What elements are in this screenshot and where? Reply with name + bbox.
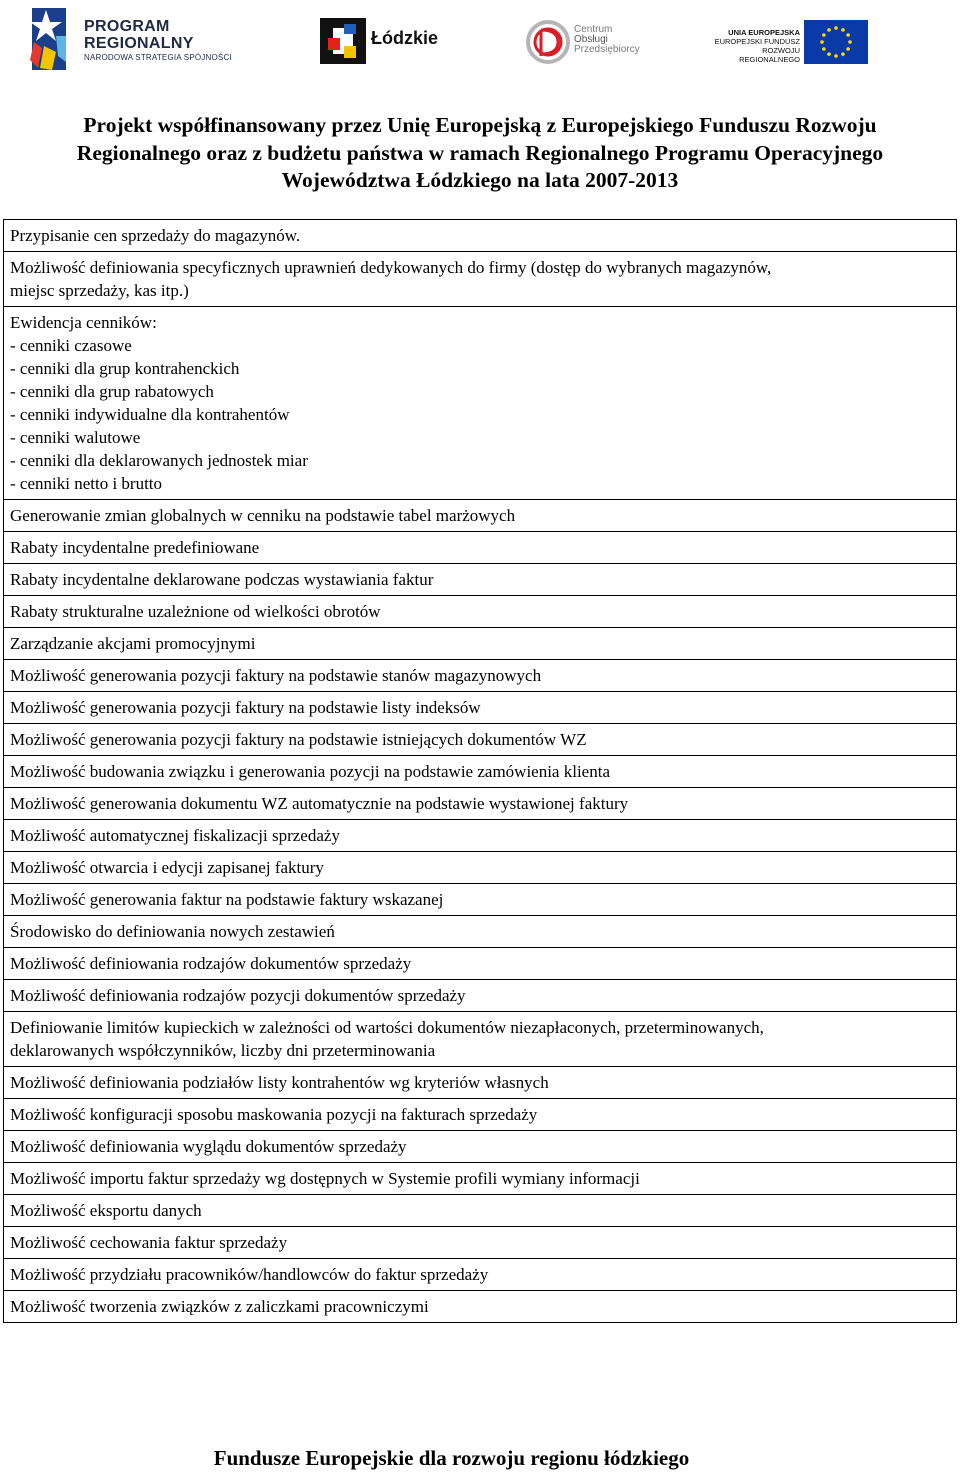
feature-cell	[4, 948, 957, 980]
table-row	[4, 596, 957, 628]
heading-line2: Regionalnego oraz z budżetu państwa w ramach Regionalnego Programu Operacyjnego	[76, 140, 884, 165]
cop-line1: Centrum	[574, 24, 613, 35]
feature-cell	[4, 1067, 957, 1099]
feature-text: Możliwość generowania pozycji faktury na podstawie istniejących dokumentów WZ	[10, 730, 587, 749]
feature-cell	[4, 756, 957, 788]
feature-text: Możliwość eksportu danych	[10, 1201, 202, 1220]
table-row	[4, 1259, 957, 1291]
feature-cell	[4, 252, 957, 307]
table-row	[4, 252, 957, 307]
eu-line3: ROZWOJU REGIONALNEGO	[739, 46, 800, 64]
feature-cell	[4, 1163, 957, 1195]
logo-strip	[0, 0, 960, 90]
feature-text: Możliwość generowania pozycji faktury na podstawie listy indeksów	[10, 698, 481, 717]
feature-text: Możliwość automatycznej fiskalizacji sprzedaży	[10, 826, 340, 845]
feature-text: Możliwość definiowania podziałów listy kontrahentów wg kryteriów własnych	[10, 1073, 549, 1092]
footer-text: Fundusze Europejskie dla rozwoju regionu łódzkiego	[213, 1446, 690, 1470]
table-row	[4, 660, 957, 692]
eu-line2: EUROPEJSKI FUNDUSZ	[714, 37, 800, 46]
pr-line3: NARODOWA STRATEGIA SPÓJNOŚCI	[84, 53, 232, 62]
table-row	[4, 820, 957, 852]
feature-text: Przypisanie cen sprzedaży do magazynów.	[10, 226, 301, 245]
feature-text: miejsc sprzedaży, kas itp.)	[10, 281, 189, 300]
heading-line3: Województwa Łódzkiego na lata 2007-2013	[281, 168, 679, 192]
cop-text	[574, 25, 640, 55]
table-row	[4, 1067, 957, 1099]
feature-text: Rabaty strukturalne uzależnione od wielkości obrotów	[10, 602, 381, 621]
table-row	[4, 564, 957, 596]
table-row	[4, 532, 957, 564]
feature-text: Definiowanie limitów kupieckich w zależności od wartości dokumentów niezapłaconych, przeterminowanych,	[10, 1018, 764, 1037]
feature-cell	[4, 788, 957, 820]
table-row	[4, 916, 957, 948]
feature-text: Możliwość generowania faktur na podstawie faktury wskazanej	[10, 890, 444, 909]
eu-star-icon	[827, 52, 831, 56]
table-row	[4, 1131, 957, 1163]
feature-cell	[4, 692, 957, 724]
cop-line3: Przedsiębiorcy	[574, 44, 640, 55]
feature-cell	[4, 500, 957, 532]
feature-text: Możliwość tworzenia związków z zaliczkami pracowniczymi	[10, 1297, 429, 1316]
feature-text: deklarowanych współczynników, liczby dni przeterminowania	[10, 1041, 436, 1060]
eu-star-icon	[846, 47, 850, 51]
feature-text: Rabaty incydentalne predefiniowane	[10, 538, 260, 557]
feature-cell	[4, 307, 957, 500]
feature-text: Możliwość przydziału pracowników/handlowców do faktur sprzedaży	[10, 1265, 489, 1284]
table-row	[4, 692, 957, 724]
eu-star-icon	[822, 47, 826, 51]
cop-emblem	[524, 18, 572, 66]
table-row	[4, 307, 957, 500]
feature-text: Ewidencja cenników:	[10, 313, 157, 332]
feature-text: Możliwość konfiguracji sposobu maskowania pozycji na fakturach sprzedaży	[10, 1105, 538, 1124]
table-row	[4, 1227, 957, 1259]
feature-text: Możliwość definiowania rodzajów dokumentów sprzedaży	[10, 954, 412, 973]
eu-line1: UNIA EUROPEJSKA	[728, 28, 800, 37]
feature-text: Możliwość budowania związku i generowania pozycji na podstawie zamówienia klienta	[10, 762, 610, 781]
feature-text: - cenniki dla grup rabatowych	[10, 382, 214, 401]
feature-cell	[4, 1012, 957, 1067]
table-row	[4, 724, 957, 756]
feature-cell	[4, 1227, 957, 1259]
feature-text: - cenniki netto i brutto	[10, 474, 163, 493]
table-row	[4, 220, 957, 252]
eu-star-icon	[834, 26, 838, 30]
feature-text: Rabaty incydentalne deklarowane podczas wystawiania faktur	[10, 570, 434, 589]
feature-text: Środowisko do definiowania nowych zestawień	[10, 922, 335, 941]
feature-cell	[4, 596, 957, 628]
feature-cell	[4, 660, 957, 692]
eu-star-icon	[841, 52, 845, 56]
feature-text: - cenniki indywidualne dla kontrahentów	[10, 405, 290, 424]
feature-text: Możliwość definiowania wyglądu dokumentów sprzedaży	[10, 1137, 407, 1156]
eu-text	[700, 28, 800, 64]
eu-star-icon	[827, 28, 831, 32]
table-row	[4, 1012, 957, 1067]
pr-line1: PROGRAM	[84, 18, 170, 35]
feature-cell	[4, 1131, 957, 1163]
table-row	[4, 980, 957, 1012]
feature-cell	[4, 564, 957, 596]
table-row	[4, 500, 957, 532]
feature-cell	[4, 1195, 957, 1227]
feature-table-body	[4, 220, 957, 1323]
program-regionalny-emblem	[26, 6, 82, 72]
eu-star-icon	[834, 54, 838, 58]
table-row	[4, 756, 957, 788]
table-row	[4, 948, 957, 980]
feature-cell	[4, 916, 957, 948]
pr-line2: REGIONALNY	[84, 35, 194, 52]
eu-star-icon	[820, 40, 824, 44]
feature-cell	[4, 884, 957, 916]
table-row	[4, 1291, 957, 1323]
table-row	[4, 628, 957, 660]
lodzkie-emblem	[320, 18, 366, 64]
lodzkie-text: Łódzkie	[371, 28, 439, 48]
feature-cell	[4, 1099, 957, 1131]
feature-text: Możliwość definiowania rodzajów pozycji dokumentów sprzedaży	[10, 986, 466, 1005]
table-row	[4, 884, 957, 916]
feature-cell	[4, 820, 957, 852]
eu-star-icon	[841, 28, 845, 32]
table-row	[4, 1099, 957, 1131]
table-row	[4, 1163, 957, 1195]
feature-cell	[4, 980, 957, 1012]
feature-text: Możliwość definiowania specyficznych uprawnień dedykowanych do firmy (dostęp do wybranych magazynów,	[10, 258, 772, 277]
program-regionalny-text	[84, 18, 232, 63]
feature-text: Zarządzanie akcjami promocyjnymi	[10, 634, 256, 653]
feature-text: - cenniki dla grup kontrahenckich	[10, 359, 240, 378]
feature-text: - cenniki czasowe	[10, 336, 132, 355]
table-row	[4, 788, 957, 820]
heading-line1: Projekt współfinansowany przez Unię Europejską z Europejskiego Funduszu Rozwoju	[83, 113, 877, 137]
eu-flag-icon	[804, 20, 868, 64]
table-row	[4, 852, 957, 884]
feature-text: - cenniki dla deklarowanych jednostek miar	[10, 451, 308, 470]
eu-star-icon	[846, 33, 850, 37]
feature-cell	[4, 1291, 957, 1323]
feature-table	[3, 219, 957, 1323]
feature-text: Możliwość generowania dokumentu WZ automatycznie na podstawie wystawionej faktury	[10, 794, 629, 813]
feature-text: Możliwość generowania pozycji faktury na podstawie stanów magazynowych	[10, 666, 542, 685]
feature-text: Generowanie zmian globalnych w cenniku na podstawie tabel marżowych	[10, 506, 516, 525]
feature-text: Możliwość cechowania faktur sprzedaży	[10, 1233, 288, 1252]
feature-cell	[4, 220, 957, 252]
feature-cell	[4, 628, 957, 660]
feature-cell	[4, 724, 957, 756]
project-heading	[0, 112, 960, 195]
feature-text: Możliwość importu faktur sprzedaży wg dostępnych w Systemie profili wymiany informacji	[10, 1169, 640, 1188]
eu-star-icon	[822, 33, 826, 37]
feature-text: - cenniki walutowe	[10, 428, 141, 447]
feature-cell	[4, 852, 957, 884]
cop-line2: Obsługi	[574, 34, 608, 45]
feature-text: Możliwość otwarcia i edycji zapisanej faktury	[10, 858, 324, 877]
table-row	[4, 1195, 957, 1227]
feature-cell	[4, 1259, 957, 1291]
eu-star-icon	[848, 40, 852, 44]
feature-cell	[4, 532, 957, 564]
